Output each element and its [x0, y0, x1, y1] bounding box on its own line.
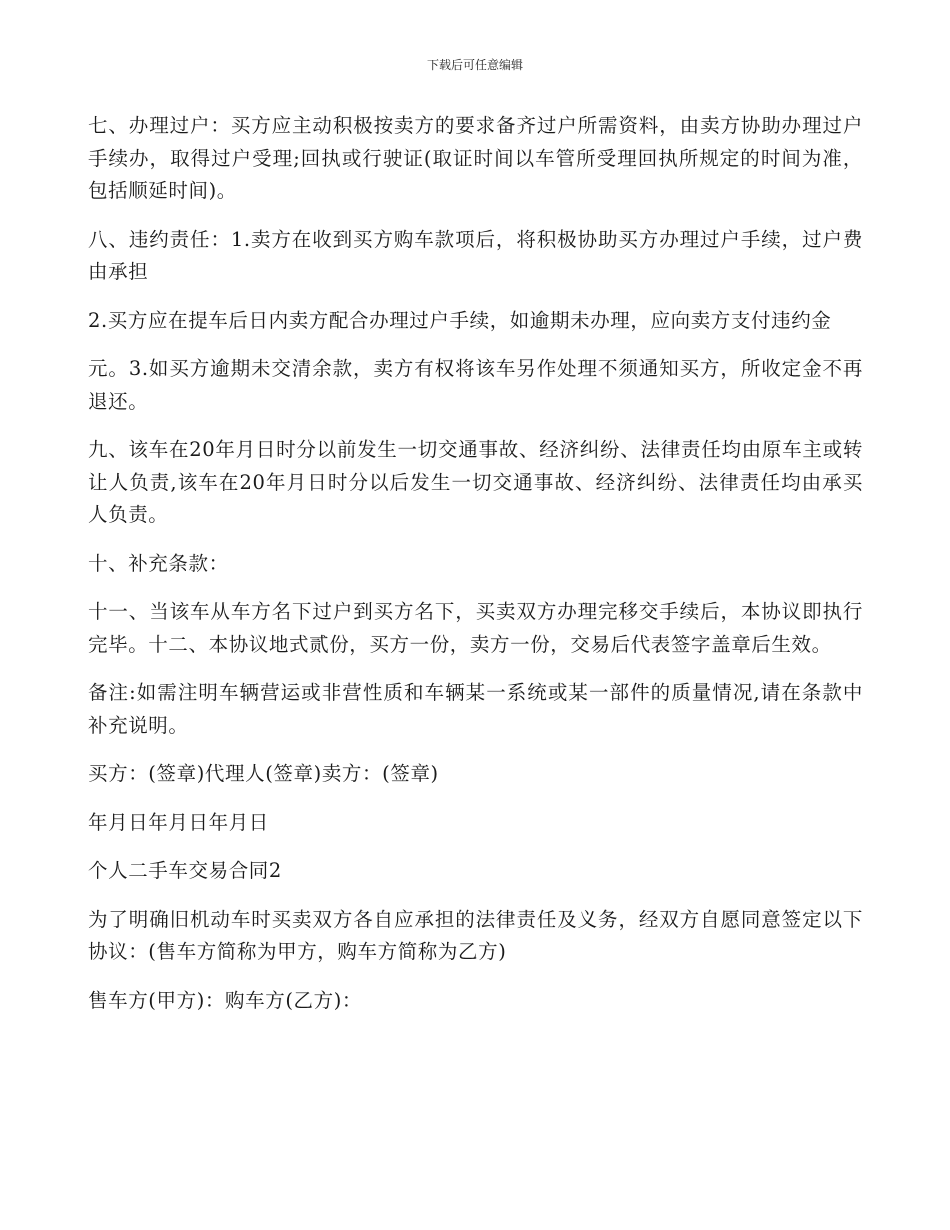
page-header: 下载后可任意编辑: [426, 58, 523, 72]
clause-8-item-2: 2.买方应在提车后日内卖方配合办理过户手续，如逾期未办理，应向卖方支付违约金: [88, 308, 832, 332]
remarks: 备注:如需注明车辆营运或非营性质和车辆某一系统或某一部件的质量情况,请在条款中补充说明。: [88, 681, 863, 737]
clause-11-12-completion: 十一、当该车从车方名下过户到买方名下，买卖双方办理完移交手续后，本协议即执行完毕。十二、本协议地式贰份，买方一份，卖方一份，交易后代表签字盖章后生效。: [88, 600, 863, 656]
contract-2-title: 个人二手车交易合同2: [88, 859, 282, 882]
clause-8-liability: 八、违约责任：1.卖方在收到买方购车款项后，将积极协助买方办理过户手续，过户费由承担: [88, 227, 863, 283]
clause-8-item-3: 元。3.如买方逾期未交清余款，卖方有权将该车另作处理不须通知买方，所收定金不再退还。: [88, 357, 863, 413]
clause-9-responsibility: 九、该车在20年月日时分以前发生一切交通事故、经济纠纷、法律责任均由原车主或转让人负责,该车在20年月日时分以后发生一切交通事故、经济纠纷、法律责任均由承买人负责。: [88, 438, 863, 526]
signature-line: 买方：(签章)代理人(签章)卖方：(签章): [88, 762, 439, 785]
contract-2-preamble: 为了明确旧机动车时买卖双方各自应承担的法律责任及义务，经双方自愿同意签定以下协议：(售车方简称为甲方，购车方简称为乙方): [88, 907, 863, 963]
clause-10-supplement: 十、补充条款：: [88, 551, 229, 575]
date-line: 年月日年月日年月日: [88, 810, 269, 834]
document-body: [88, 110, 863, 1033]
parties-line: 售车方(甲方)：购车方(乙方)：: [88, 988, 363, 1012]
clause-7-transfer: 七、办理过户：买方应主动积极按卖方的要求备齐过户所需资料，由卖方协助办理过户手续办，取得过户受理;回执或行驶证(取证时间以车管所受理回执所规定的时间为准，包括顺延时间)。: [88, 114, 863, 202]
